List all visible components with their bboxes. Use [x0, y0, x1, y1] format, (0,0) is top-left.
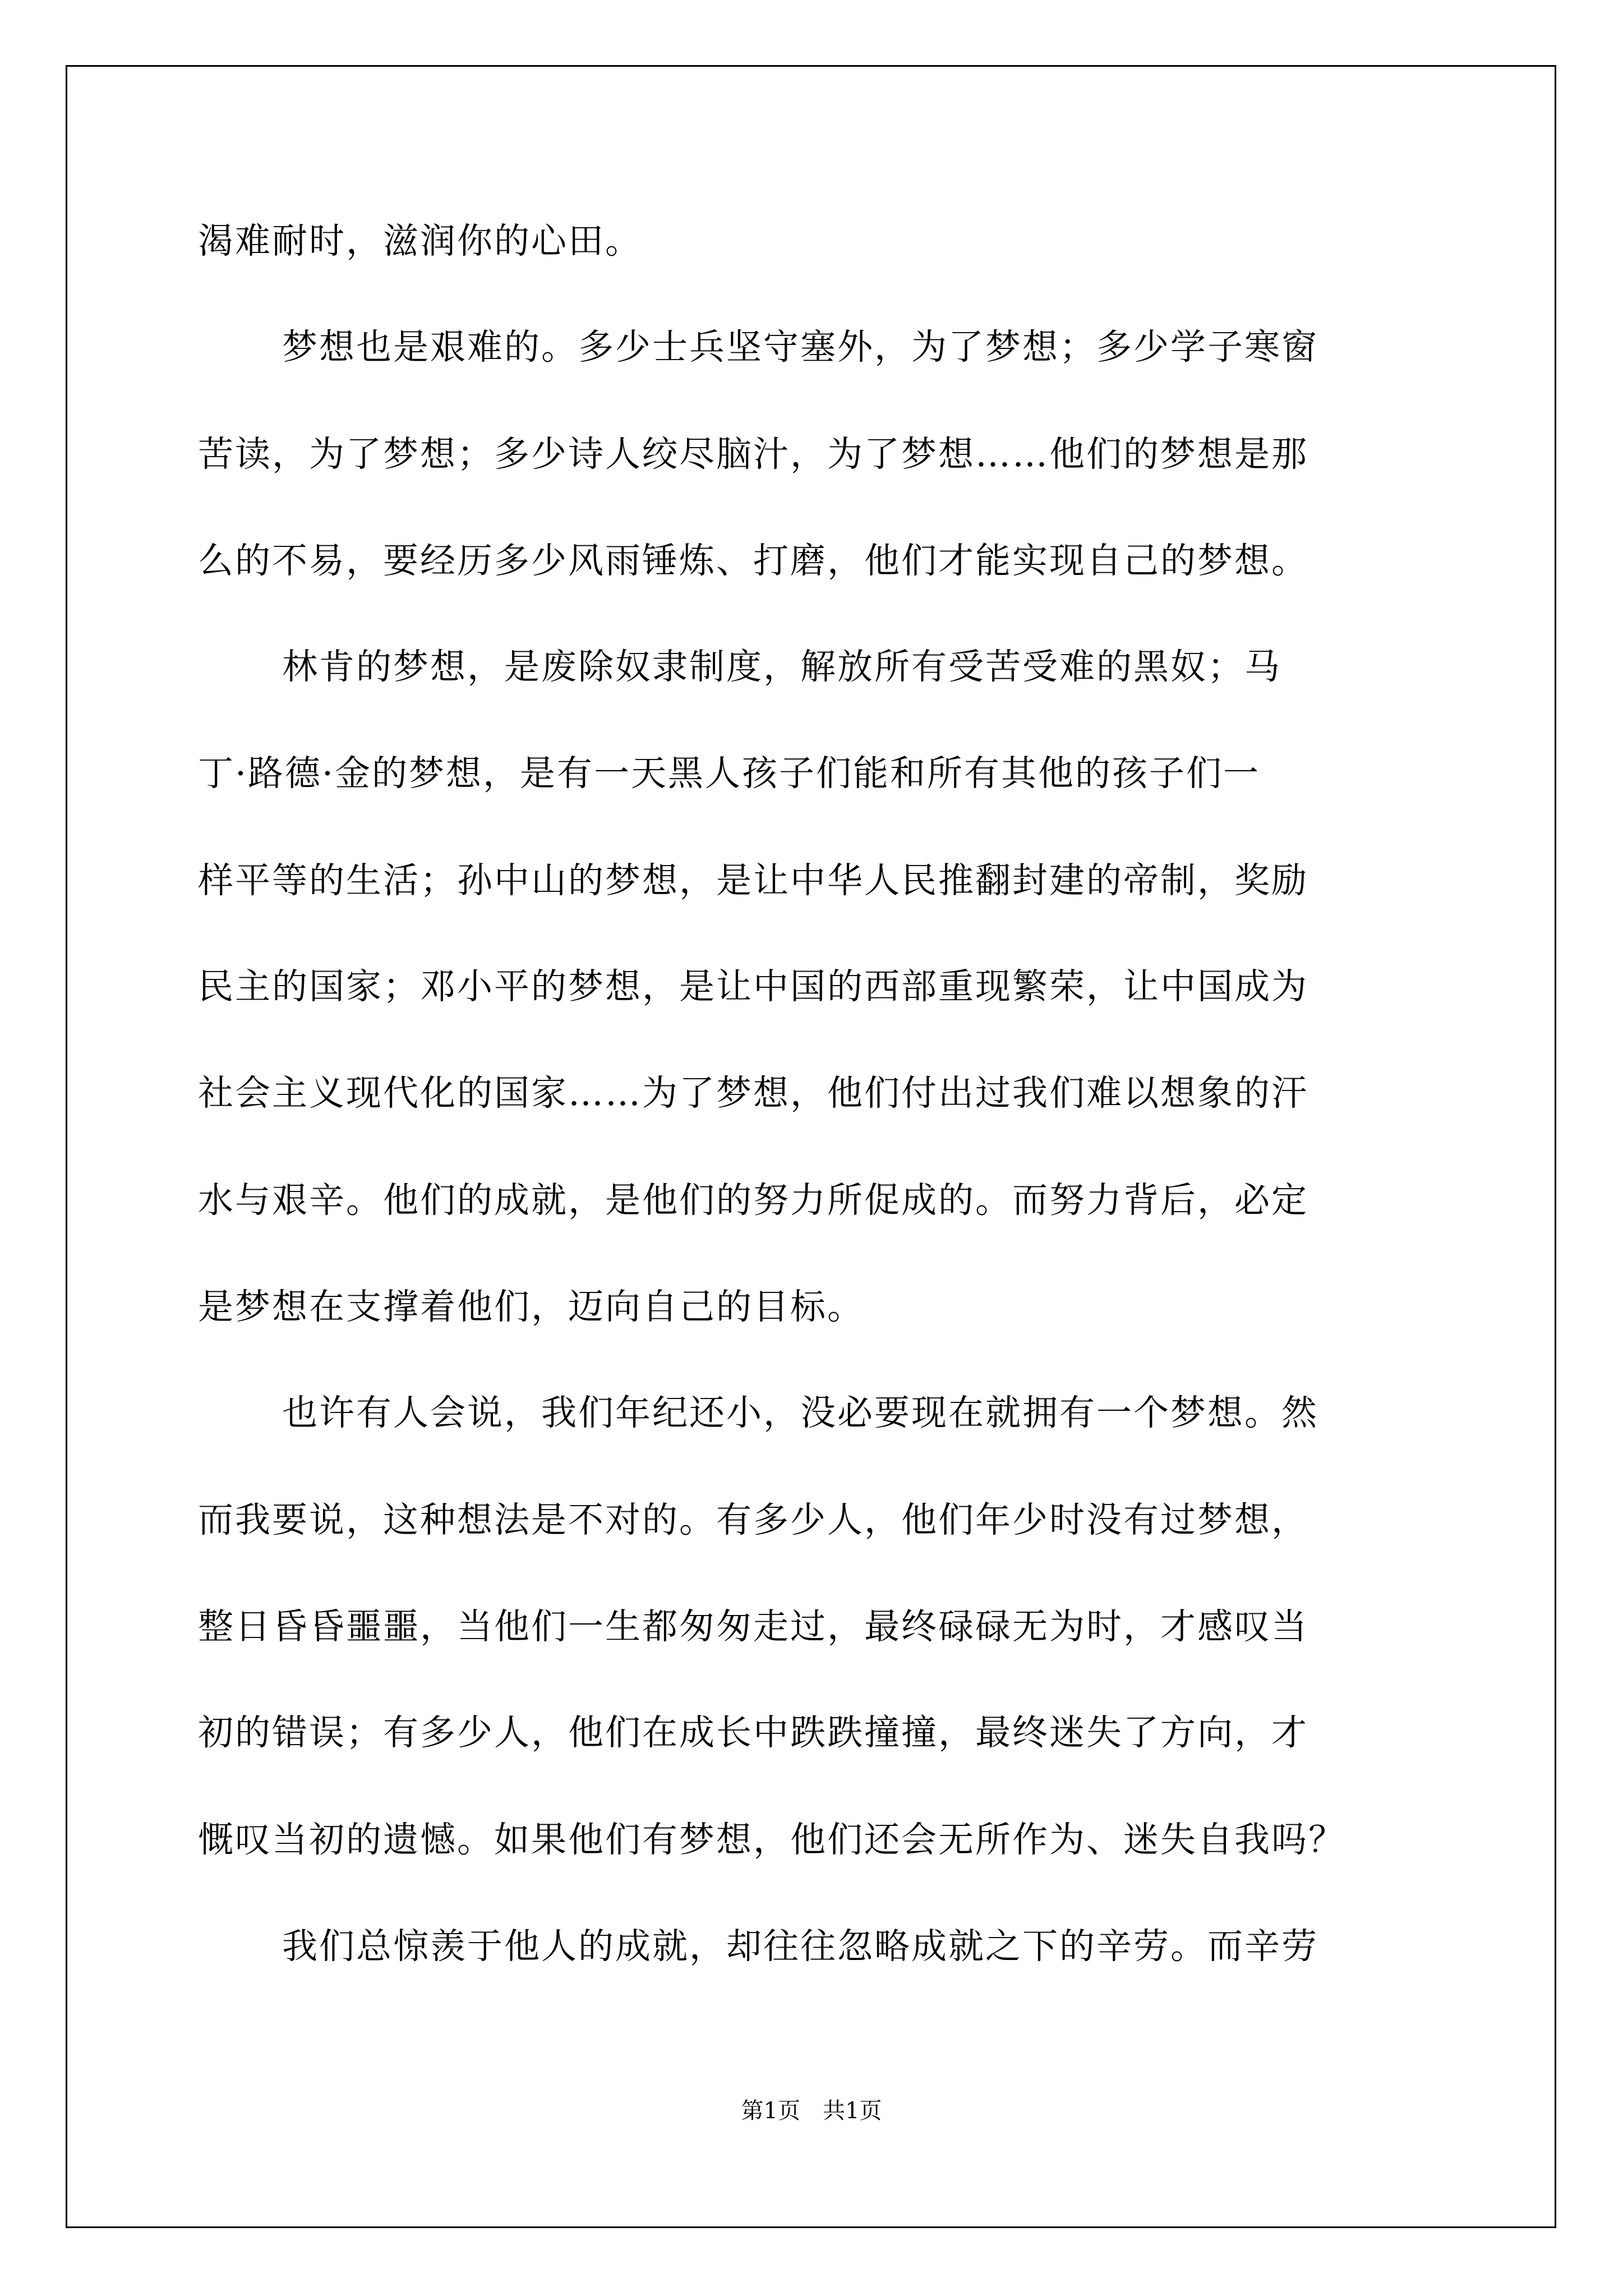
text-line: 是梦想在支撑着他们，迈向自己的目标。: [198, 1286, 864, 1327]
text-line: 渴难耐时，滋润你的心田。: [198, 220, 642, 261]
text-line: 也许有人会说，我们年纪还小，没必要现在就拥有一个梦想。然: [282, 1392, 1318, 1433]
text-line: 而我要说，这种想法是不对的。有多少人，他们年少时没有过梦想，: [198, 1499, 1308, 1540]
text-line: 初的错误；有多少人，他们在成长中跌跌撞撞，最终迷失了方向，才: [198, 1712, 1308, 1753]
text-line: 么的不易，要经历多少风雨锤炼、打磨，他们才能实现自己的梦想。: [198, 540, 1308, 581]
text-line: 丁·路德·金的梦想，是有一天黑人孩子们能和所有其他的孩子们一: [198, 753, 1261, 794]
page-border: [66, 65, 1556, 2228]
text-line: 林肯的梦想，是废除奴隶制度，解放所有受苦受难的黑奴；马: [282, 646, 1281, 687]
text-line: 慨叹当初的遗憾。如果他们有梦想，他们还会无所作为、迷失自我吗？: [198, 1819, 1345, 1860]
text-line: 梦想也是艰难的。多少士兵坚守塞外，为了梦想；多少学子寒窗: [282, 326, 1318, 367]
text-line: 我们总惊羡于他人的成就，却往往忽略成就之下的辛劳。而辛劳: [282, 1926, 1318, 1967]
text-line: 水与艰辛。他们的成就，是他们的努力所促成的。而努力背后，必定: [198, 1180, 1308, 1221]
page-number-footer: 第1页 共1页: [741, 2098, 882, 2124]
text-line: 整日昏昏噩噩，当他们一生都匆匆走过，最终碌碌无为时，才感叹当: [198, 1606, 1308, 1647]
text-line: 苦读，为了梦想；多少诗人绞尽脑汁，为了梦想……他们的梦想是那: [198, 434, 1308, 475]
text-line: 样平等的生活；孙中山的梦想，是让中华人民推翻封建的帝制，奖励: [198, 860, 1308, 901]
text-line: 社会主义现代化的国家……为了梦想，他们付出过我们难以想象的汗: [198, 1073, 1308, 1114]
text-line: 民主的国家；邓小平的梦想，是让中国的西部重现繁荣，让中国成为: [198, 966, 1308, 1007]
